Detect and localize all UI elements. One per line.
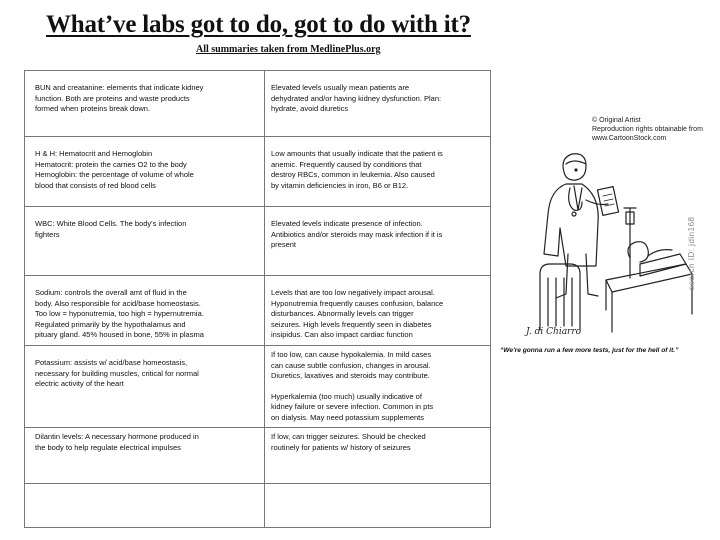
lab-implication: Low amounts that usually indicate that the patient is anemic. Frequently caused by conditions that destroy RBCs, common in leukemia. Also caused by vitamin deficiencies in iron, B6 or B12.	[271, 149, 443, 190]
doctor-coat	[544, 184, 598, 266]
table-row	[25, 71, 491, 137]
lab-description: Sodium: controls the overall amt of fluid in the body. Also responsible for acid/base homeostasis. Too low = hyponutremia, too high = hypernutremia. Regulated primarily by the hypothalamus and pituary gland. 45% housed in bone, 55% in plasma	[35, 288, 204, 339]
lab-description: Dilantin levels: A necessary hormone produced in the body to help regulate electrical impulses	[35, 432, 199, 452]
lab-description-cell	[25, 137, 265, 207]
lab-description-cell	[25, 428, 265, 484]
table-row	[25, 137, 491, 207]
lab-implication: Levels that are too low negatively impact arousal. Hyponutremia frequently causes confusion, balance disturbances. Abnormally levels can trigger seizures. High levels frequently seen in diabetes insipidus. Can also impact cardiac function	[271, 288, 444, 339]
source-note: All summaries taken from MedlinePlus.org	[196, 44, 381, 55]
empty-cell	[265, 484, 491, 528]
lab-description: H & H: Hematocrit and Hemoglobin Hematocrit: protein the carries O2 to the body Hemoglobin: the percentage of volume of whole blood that consists of red blood cells	[35, 149, 194, 190]
lab-implication-cell	[265, 137, 491, 207]
lab-implication-cell	[265, 276, 491, 346]
doctor-head	[563, 154, 586, 180]
cartoon-caption: “We're gonna run a few more tests, just for the hell of it.”	[500, 347, 679, 354]
lab-implication-cell	[265, 207, 491, 276]
lab-description-cell	[25, 71, 265, 137]
lab-description-cell	[25, 346, 265, 428]
lab-description: BUN and creatanine: elements that indicate kidney function. Both are proteins and waste products formed when proteins break down.	[35, 83, 204, 113]
lab-description-cell	[25, 207, 265, 276]
clipboard	[597, 187, 618, 216]
search-id: search ID: jdin168	[687, 216, 696, 290]
lab-implication: If too low, can cause hypokalemia. In mild cases can cause subtle confusion, changes in arousal. Diuretics, laxatives and steroids may contribute.	[271, 350, 432, 380]
table-row	[25, 276, 491, 346]
lab-implication: If low, can trigger seizures. Should be checked routinely for patients w/ history of seizures	[271, 432, 426, 452]
table-row	[25, 346, 491, 428]
empty-cell	[25, 484, 265, 528]
table-row	[25, 484, 491, 528]
doctor-patient-cartoon	[510, 108, 710, 360]
lab-implication-cell	[265, 71, 491, 137]
artist-signature: J. di Chiarro	[526, 327, 582, 337]
table-row	[25, 207, 491, 276]
copyright-notice: © Original Artist Reproduction rights obtainable from www.CartoonStock.com	[592, 117, 703, 142]
patient	[628, 242, 648, 262]
lab-description-cell	[25, 276, 265, 346]
lab-description: Potassium: assists w/ acid/base homeostasis, necessary for building muscles, critical for normal electric activity of the heart	[35, 358, 199, 388]
lab-implication-cell	[265, 346, 491, 428]
lab-description: WBC: White Blood Cells. The body's infection fighters	[35, 219, 187, 239]
lab-implication-cell	[265, 428, 491, 484]
page-title: What’ve labs got to do, got to do with it?	[46, 11, 471, 38]
lab-implication: Elevated levels indicate presence of infection. Antibiotics and/or steroids may mask infection if it is present	[271, 219, 443, 249]
labs-table	[24, 70, 491, 528]
lab-implication-extra: Hyperkalemia (too much) usually indicative of kidney failure or severe infection. Common in pts on dialysis. May need potassium supplements	[271, 391, 434, 422]
lab-implication: Elevated levels usually mean patients are dehydrated and/or having kidney dysfunction. Plan: hydrate, avoid diuretics	[271, 83, 442, 113]
table-row	[25, 428, 491, 484]
hospital-bed	[606, 264, 692, 292]
